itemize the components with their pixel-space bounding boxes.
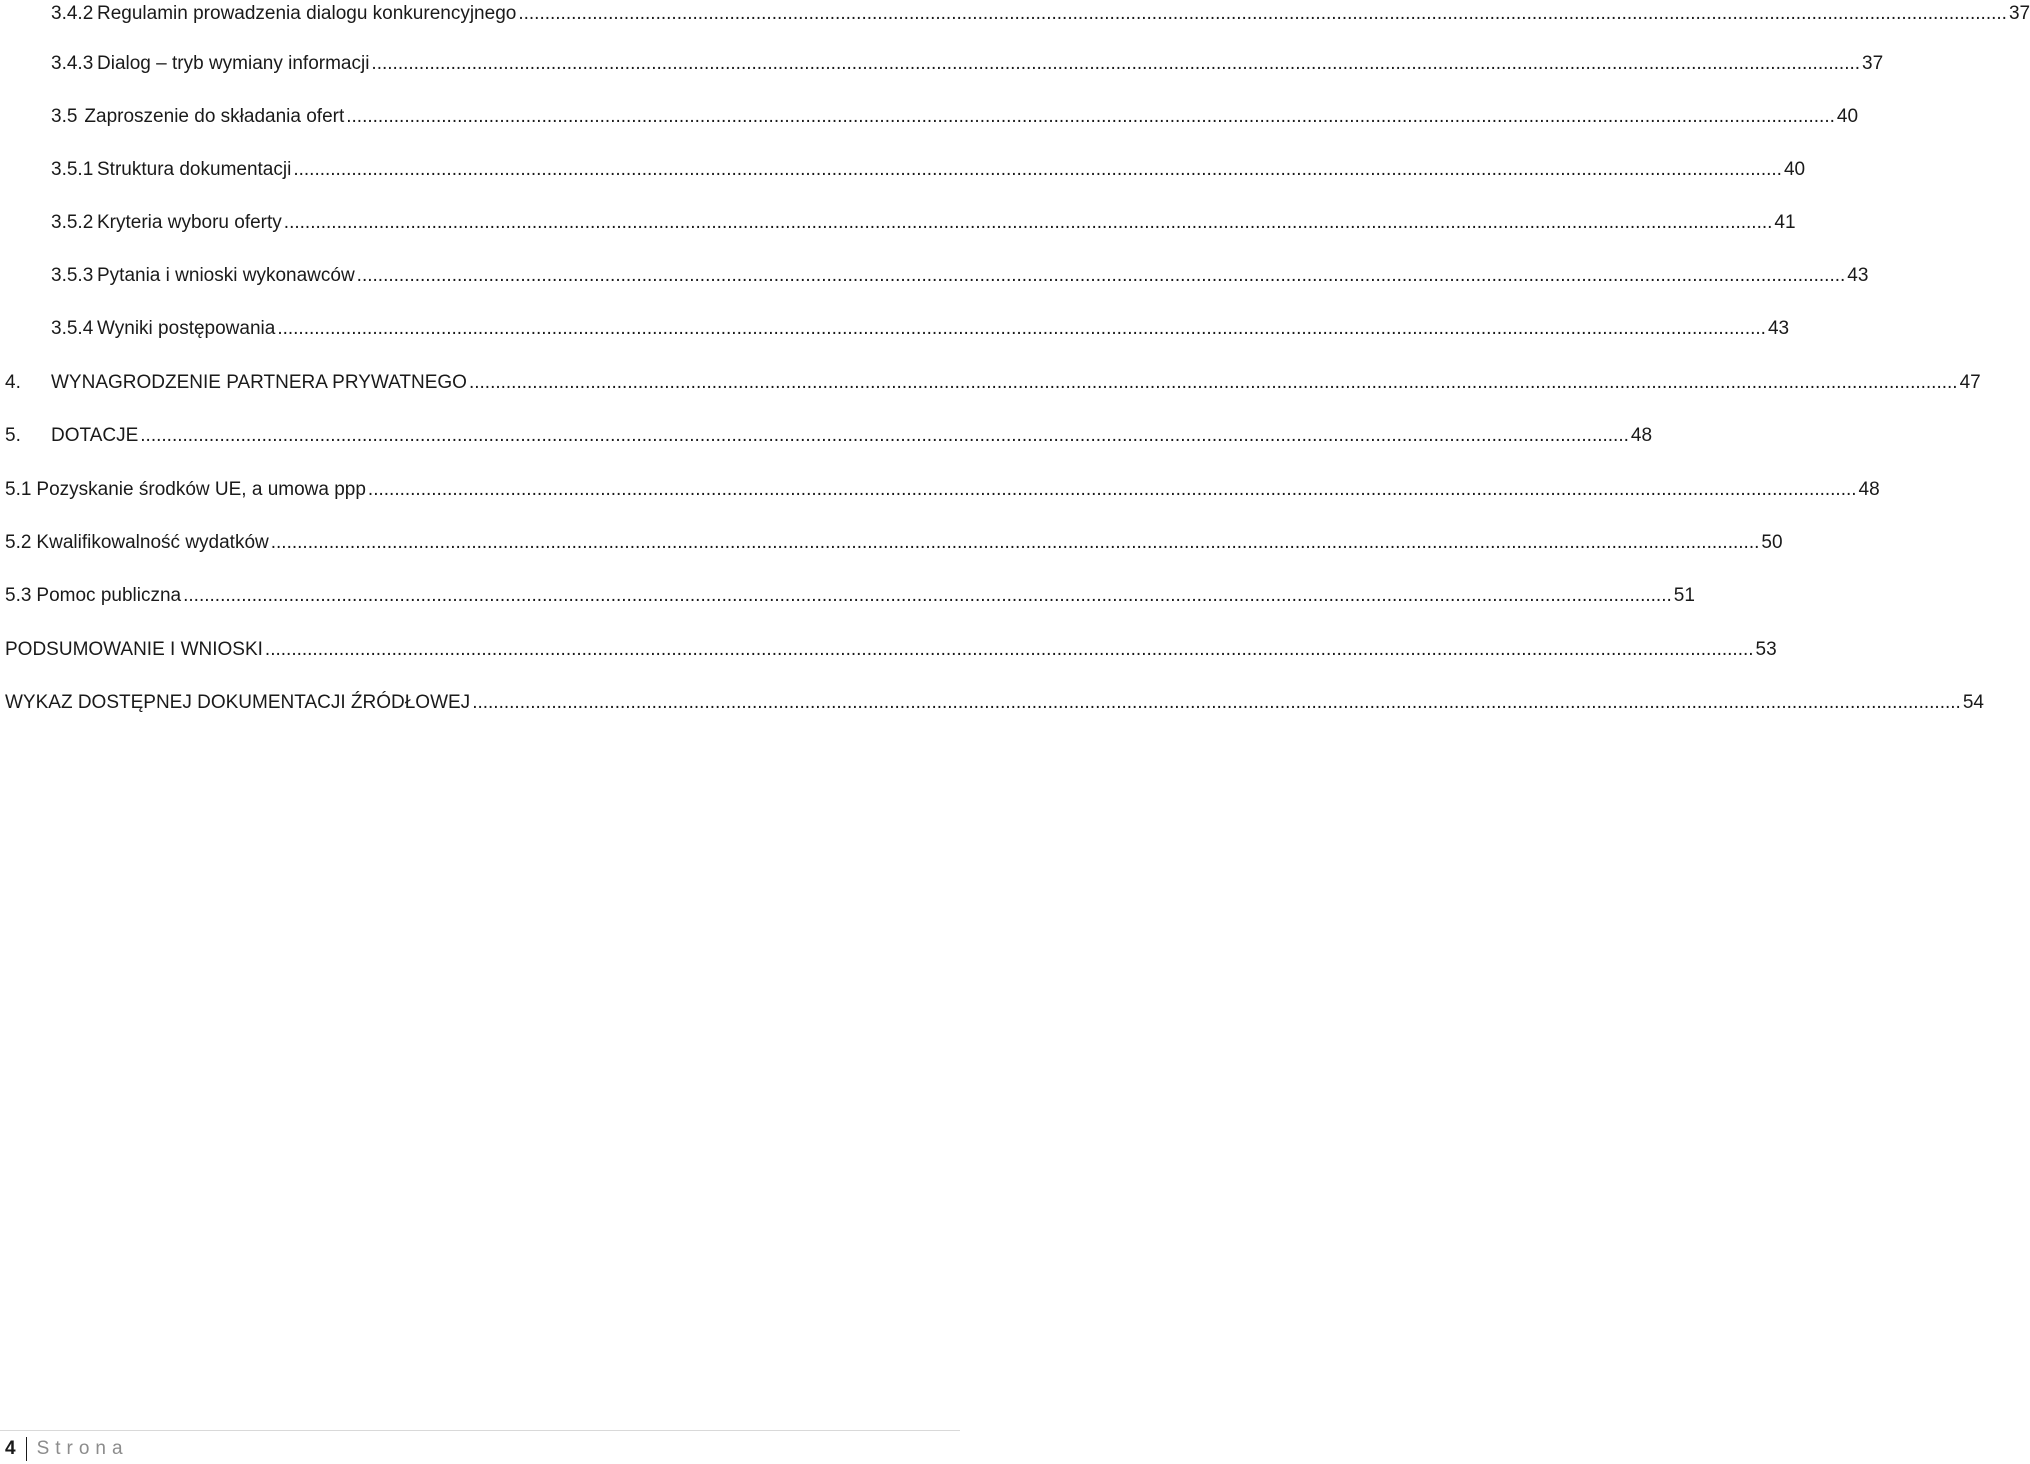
- toc-entry[interactable]: [0, 50, 1884, 78]
- toc-dot-leader: [371, 50, 1860, 78]
- toc-entry-number: 5.2: [5, 532, 32, 553]
- toc-entry-number: 3.5.3: [51, 265, 94, 286]
- toc-entry-title: PODSUMOWANIE I WNIOSKI: [5, 639, 263, 660]
- toc-entry[interactable]: [0, 315, 1790, 343]
- toc-entry-title: WYKAZ DOSTĘPNEJ DOKUMENTACJI ŹRÓDŁOWEJ: [5, 692, 471, 713]
- toc-entry-title: Wyniki postępowania: [97, 318, 276, 339]
- toc-entry-page: 37: [2008, 3, 2030, 24]
- toc-entry[interactable]: [0, 582, 1695, 610]
- toc-entry[interactable]: [0, 369, 1981, 397]
- toc-entry-number: 5.3: [5, 585, 32, 606]
- toc-entry-title: Kwalifikowalność wydatków: [36, 532, 269, 553]
- toc-entry[interactable]: [0, 209, 1796, 237]
- toc-entry-title: DOTACJE: [51, 425, 139, 446]
- toc-dot-leader: [518, 0, 2007, 28]
- toc-entry-page: 54: [1962, 692, 1984, 713]
- toc-entry[interactable]: [0, 476, 1880, 504]
- toc-entry[interactable]: [0, 689, 1984, 717]
- toc-entry[interactable]: [0, 529, 1783, 557]
- toc-dot-leader: [265, 636, 1754, 664]
- toc-entry[interactable]: [0, 0, 2030, 28]
- toc-entry[interactable]: [0, 103, 1859, 131]
- footer-divider: [0, 1430, 960, 1431]
- toc-entry-title: Struktura dokumentacji: [97, 159, 292, 180]
- toc-dot-leader: [183, 582, 1672, 610]
- footer-separator: [26, 1437, 27, 1461]
- toc-dot-leader: [140, 422, 1629, 450]
- toc-entry-number: 3.4.2: [51, 3, 94, 24]
- toc-dot-leader: [368, 476, 1857, 504]
- toc-entry-number: 5.: [5, 425, 21, 446]
- toc-entry-title: Regulamin prowadzenia dialogu konkurencyjnego: [97, 3, 517, 24]
- toc-entry-page: 43: [1847, 265, 1869, 286]
- toc-entry-number: 3.5.1: [51, 159, 94, 180]
- toc-entry-page: 37: [1862, 53, 1884, 74]
- toc-entry[interactable]: [0, 156, 1806, 184]
- toc-dot-leader: [284, 209, 1773, 237]
- toc-entry-title: Kryteria wyboru oferty: [97, 212, 282, 233]
- footer-page-number: 4: [5, 1438, 16, 1459]
- toc-entry-title: Pozyskanie środków UE, a umowa ppp: [36, 479, 366, 500]
- toc-entry-title: Zaproszenie do składania ofert: [84, 106, 345, 127]
- toc-entry-page: 40: [1783, 159, 1806, 180]
- toc-entry-page: 50: [1761, 532, 1783, 553]
- toc-entry-number: 5.1: [5, 479, 32, 500]
- footer-page-label: Strona: [36, 1438, 129, 1459]
- toc-entry-page: 51: [1673, 585, 1695, 606]
- toc-dot-leader: [472, 689, 1961, 717]
- toc-dot-leader: [469, 369, 1958, 397]
- toc-entry-number: 3.5: [51, 106, 78, 127]
- toc-entry-title: WYNAGRODZENIE PARTNERA PRYWATNEGO: [51, 372, 467, 393]
- page-footer: [5, 1436, 129, 1462]
- toc-entry[interactable]: [0, 636, 1777, 664]
- toc-entry[interactable]: [0, 262, 1869, 290]
- toc-entry-number: 3.4.3: [51, 53, 94, 74]
- toc-dot-leader: [277, 315, 1766, 343]
- toc-entry-page: 53: [1755, 639, 1777, 660]
- toc-entry[interactable]: [0, 422, 1653, 450]
- toc-entry-page: 48: [1858, 479, 1880, 500]
- toc-entry-page: 48: [1630, 425, 1653, 446]
- toc-entry-page: 43: [1767, 318, 1790, 339]
- toc-entry-page: 47: [1959, 372, 1981, 393]
- toc-dot-leader: [346, 103, 1835, 131]
- toc-entry-title: Dialog – tryb wymiany informacji: [97, 53, 370, 74]
- toc-dot-leader: [293, 156, 1782, 184]
- toc-dot-leader: [357, 262, 1846, 290]
- toc-entry-number: 3.5.2: [51, 212, 94, 233]
- toc-entry-number: 4.: [5, 372, 21, 393]
- toc-entry-title: Pytania i wnioski wykonawców: [97, 265, 355, 286]
- toc-entry-title: Pomoc publiczna: [36, 585, 182, 606]
- toc-entry-number: 3.5.4: [51, 318, 94, 339]
- toc-entry-page: 41: [1774, 212, 1796, 233]
- toc-dot-leader: [271, 529, 1760, 557]
- toc-entry-page: 40: [1836, 106, 1859, 127]
